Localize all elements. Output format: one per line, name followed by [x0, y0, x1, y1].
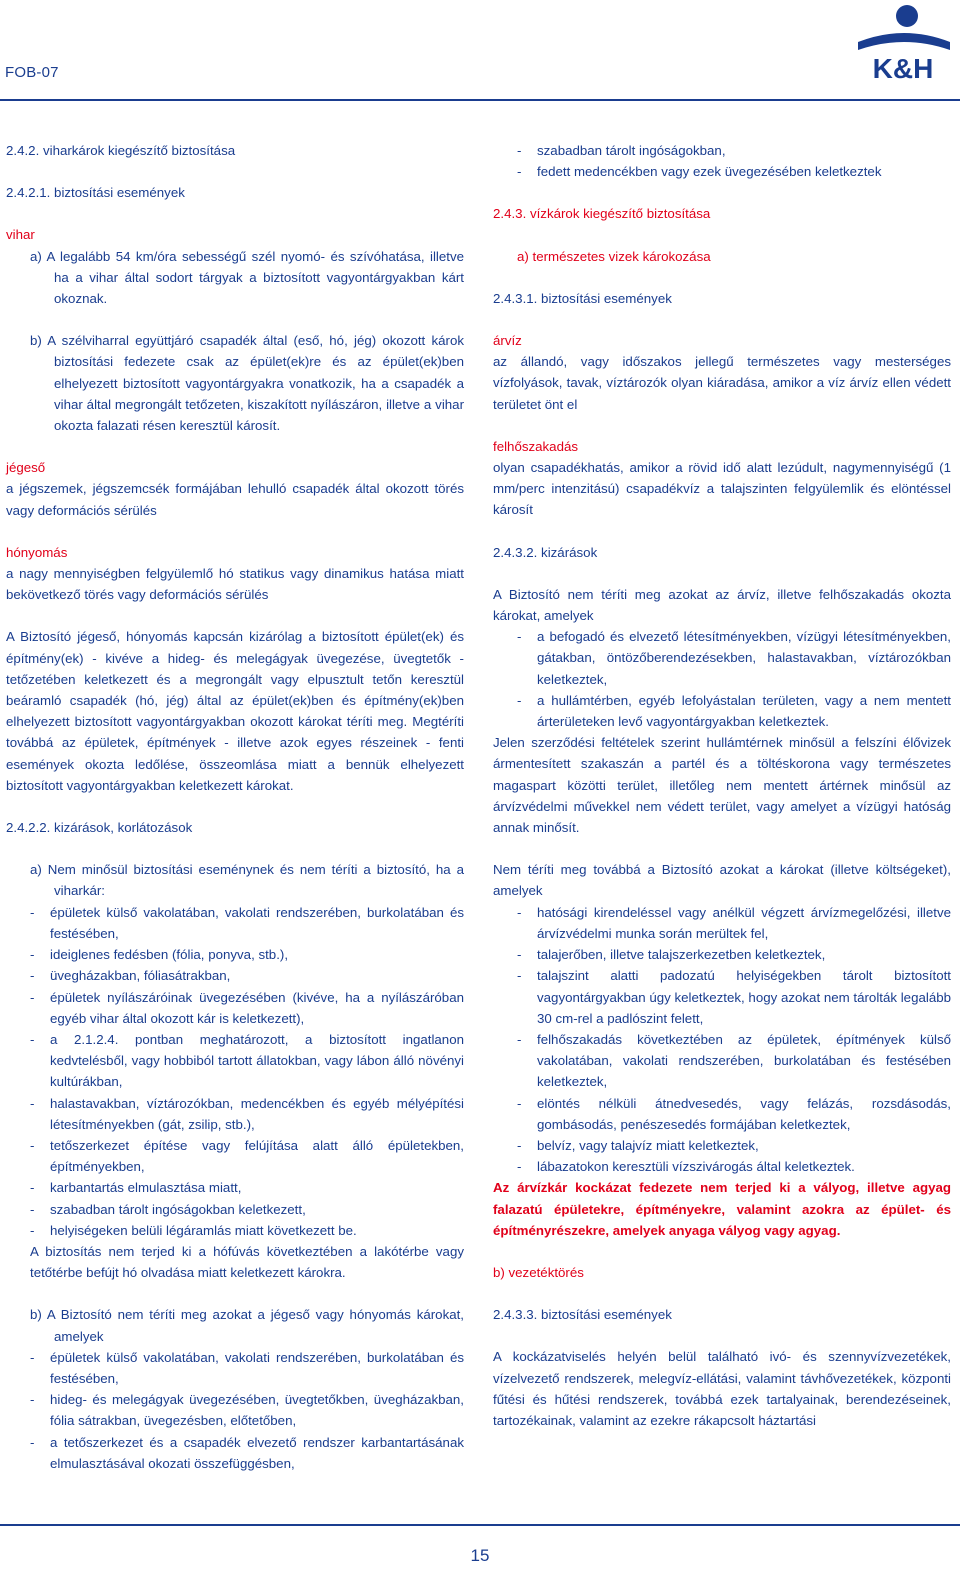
- list-item: - ideiglenes fedésben (fólia, ponyva, stb.),: [6, 944, 464, 965]
- list-item: - talajszint alatti padozatú helyiségekben tárolt biztosított vagyontárgyakban úgy keletkeztek, hogy azokat nem tárolták legalább 30 cm-rel a padlószint felett,: [493, 965, 951, 1029]
- list-item: - a tetőszerkezet és a csapadék elvezető rendszer karbantartásának elmulasztásával okozati összefüggésben,: [6, 1432, 464, 1474]
- subheading-natural-waters: a) természetes vizek károkozása: [517, 248, 711, 264]
- subheading-pipe-burst: b) vezetéktörés: [493, 1264, 584, 1280]
- jeges-definition: a jégszemek, jégszemcsék formájában lehulló csapadék által okozott törés vagy deformációs sérülés: [6, 481, 464, 518]
- exclusion-b-list: [6, 1347, 464, 1474]
- further-exclusion-list: [493, 902, 951, 1178]
- jeges-title: jégeső: [6, 460, 46, 476]
- list-item: - fedett medencékben vagy ezek üvegezésében keletkeztek: [493, 161, 951, 182]
- document-code: FOB-07: [5, 64, 59, 81]
- exclusion-b-intro: b) A Biztosító nem téríti meg azokat a jégeső vagy hónyomás károkat, amelyek: [30, 1307, 464, 1344]
- footer-rule: [0, 1524, 960, 1526]
- hofuvas-paragraph: A biztosítás nem terjed ki a hófúvás következtében a lakótérbe vagy tetőtérbe befújt hó olvadása miatt keletkezett károkra.: [30, 1243, 464, 1281]
- list-item: - talajerőben, illetve talajszerkezetben keletkeztek,: [493, 944, 951, 965]
- page-number: 15: [470, 1546, 490, 1565]
- jeges-honyomas-coverage-paragraph: A Biztosító jégeső, hónyomás kapcsán kizárólag a biztosított épület(ek) és építmény(ek) - kivéve a hideg- és melegágyak üvegezése, üvegtetők - tetőzetében keletkezett és a megrongált vagy elpusztult tetőn keresztül beáramló csapadék (hó, jég) által az épület(ek)ben és építmény(ek)ben elhelyezett biztosított vagyontárgyakban okozott károkat téríti meg. Megtéríti továbbá az épületek, építmények - illetve azok egyes részeinek - fenti események okozta ledőlése, összeomlása miatt a bennük elhelyezett biztosított vagyontárgyakban keletkezett károkat.: [6, 629, 464, 793]
- kh-logo: [852, 2, 954, 82]
- further-exclusion-intro: Nem téríti meg továbbá a Biztosító azokat a károkat (illetve költségeket), amelyek: [493, 862, 951, 899]
- list-item: - a hullámtérben, egyéb lefolyástalan területen, vagy a nem mentett árterületeken levő vagyontárgyakban keletkeztek.: [493, 690, 951, 732]
- list-item: - üvegházakban, fóliasátrakban,: [6, 965, 464, 986]
- vihar-title: vihar: [6, 227, 35, 243]
- list-item: - felhőszakadás következtében az épületek, építmények külső vakolatában, vakolati rendszerében, burkolatában és festésében keletkeztek,: [493, 1029, 951, 1093]
- list-item: - szabadban tárolt ingóságokban keletkezett,: [6, 1199, 464, 1220]
- subsection-heading-2-4-3-3: 2.4.3.3. biztosítási események: [493, 1307, 672, 1323]
- list-item: - hatósági kirendeléssel vagy anélkül végzett árvízmegelőzési, illetve árvízvédelmi munka során merültek fel,: [493, 902, 951, 944]
- list-item: - szabadban tárolt ingóságokban,: [493, 140, 951, 161]
- list-item: - halastavakban, víztározókban, medencékben és egyéb mélyépítési létesítményekben (gát, zsilip, stb.),: [6, 1093, 464, 1135]
- arviz-definition: az állandó, vagy időszakos jellegű természetes vagy mesterséges vízfolyások, tavak, víztározók olyan kiáradása, amikor a víz árvíz ellen védett területet önt el: [493, 354, 951, 412]
- vihar-item-a: a) A legalább 54 km/óra sebességű szél nyomó- és szívóhatása, illetve ha a vihar által sodort tárgyak a biztosított vagyontárgyakban kárt okoznak.: [30, 248, 464, 307]
- subsection-heading-2-4-3-2: 2.4.3.2. kizárások: [493, 544, 598, 560]
- subsection-heading-2-4-2-1: 2.4.2.1. biztosítási események: [6, 185, 185, 201]
- pipe-burst-paragraph: A kockázatviselés helyén belül található ivó- és szennyvízvezetékek, vízelvezető rendszerek, melegvíz-ellátási, valamint távhővezetékek, központi fűtési és hűtési rendszerek, továbbá ezek tartalyainak, berendezéseinek, tartozékainak, valamint az ezekre rákapcsolt háztartási: [493, 1349, 951, 1428]
- list-item: - karbantartás elmulasztása miatt,: [6, 1177, 464, 1198]
- list-item: - helyiségeken belüli légáramlás miatt következett be.: [6, 1220, 464, 1241]
- list-item: - épületek külső vakolatában, vakolati rendszerében, burkolatában és festésében,: [6, 902, 464, 944]
- vihar-item-b: b) A szélviharral együttjáró csapadék által (eső, hó, jég) okozott károk biztosítási fedezete csak az épület(ek)re és az épület(ek)ben elhelyezett biztosított vagyontárgyakra vonatkozik, ha a csapadék a vihar által megrongált tetőzeten, kiszakított nyílászáron, illetve a vihar okozta falazati résen keresztül károsít.: [30, 333, 464, 434]
- section-heading-2-4-3: 2.4.3. vízkárok kiegészítő biztosítása: [493, 206, 711, 222]
- continued-exclusion-list: [493, 140, 951, 182]
- logo-lettering: K&H: [872, 53, 934, 82]
- flood-exclusion-intro: A Biztosító nem téríti meg azokat az árvíz, illetve felhőszakadás okozta károkat, amelyek: [493, 586, 951, 624]
- subsection-heading-2-4-3-1: 2.4.3.1. biztosítási események: [493, 290, 672, 306]
- left-column: [6, 140, 464, 1474]
- list-item: - a befogadó és elvezető létesítményekben, vízügyi létesítményekben, gátakban, öntözőberendezésekben, halastavakban, víztározókban keletkeztek,: [493, 626, 951, 690]
- right-column: [493, 140, 951, 1431]
- list-item: - a 2.1.2.4. pontban meghatározott, a biztosított ingatlanon kedvtelésből, vagy hobbiból tartott állatokban, vagy lábon álló növényi kultúrákban,: [6, 1029, 464, 1093]
- felhoszakadas-title: felhőszakadás: [493, 438, 579, 454]
- honyomas-definition: a nagy mennyiségben felgyülemlő hó statikus vagy dinamikus hatása miatt bekövetkező törés vagy deformációs sérülés: [6, 566, 464, 603]
- header-rule: [0, 99, 960, 101]
- valyog-exclusion-notice: Az árvízkár kockázat fedezete nem terjed ki a vályog, illetve agyag falazatú épületekre, építményekre, valamint azokra az épület- és építményrészekre, amelyek anyaga vályog vagy agyag.: [493, 1180, 951, 1238]
- exclusion-a-list: [6, 902, 464, 1241]
- flood-exclusion-list: [493, 626, 951, 732]
- list-item: - tetőszerkezet építése vagy felújítása alatt álló épületekben, építményekben,: [6, 1135, 464, 1177]
- section-heading-2-4-2: 2.4.2. viharkárok kiegészítő biztosítása: [6, 143, 236, 158]
- arviz-title: árvíz: [493, 333, 522, 349]
- list-item: - épületek külső vakolatában, vakolati rendszerében, burkolatában és festésében,: [6, 1347, 464, 1389]
- exclusion-a-intro: a) Nem minősül biztosítási eseménynek és nem téríti a biztosító, ha a viharkár:: [30, 862, 464, 899]
- list-item: - lábazatokon keresztüli vízszivárogás által keletkeztek.: [493, 1156, 951, 1177]
- honyomas-title: hónyomás: [6, 544, 68, 560]
- hullamter-definition: Jelen szerződési feltételek szerint hullámtérnek minősül a felszíni élővizek ármentesített szakaszán a partél és a töltéskorona vagy természetes magaspart közötti terület, illetőleg nem mentett ártérnek minősül az árvízvédelmi művekkel nem védett terület, vagy amelyet a vízügyi hatóság annak minősít.: [493, 735, 951, 836]
- list-item: - belvíz, vagy talajvíz miatt keletkeztek,: [493, 1135, 951, 1156]
- list-item: - elöntés nélküli átnedvesedés, vagy felázás, rozsdásodás, gombásodás, penészesedés formájában keletkeztek,: [493, 1093, 951, 1135]
- list-item: - épületek nyílászáróinak üvegezésében (kivéve, ha a nyílászáróban egyéb vihar által okozott kár is keletkezett),: [6, 987, 464, 1029]
- felhoszakadas-definition: olyan csapadékhatás, amikor a rövid idő alatt lezúdult, nagymennyiségű (1 mm/perc intenzitású) csapadékvíz a talajszinten felgyülemlik és elöntéssel károsít: [493, 460, 951, 518]
- subsection-heading-2-4-2-2: 2.4.2.2. kizárások, korlátozások: [6, 820, 193, 836]
- list-item: - hideg- és melegágyak üvegezésében, üvegtetőkben, üvegházakban, fólia sátrakban, üvegezésben, előtetőben,: [6, 1389, 464, 1431]
